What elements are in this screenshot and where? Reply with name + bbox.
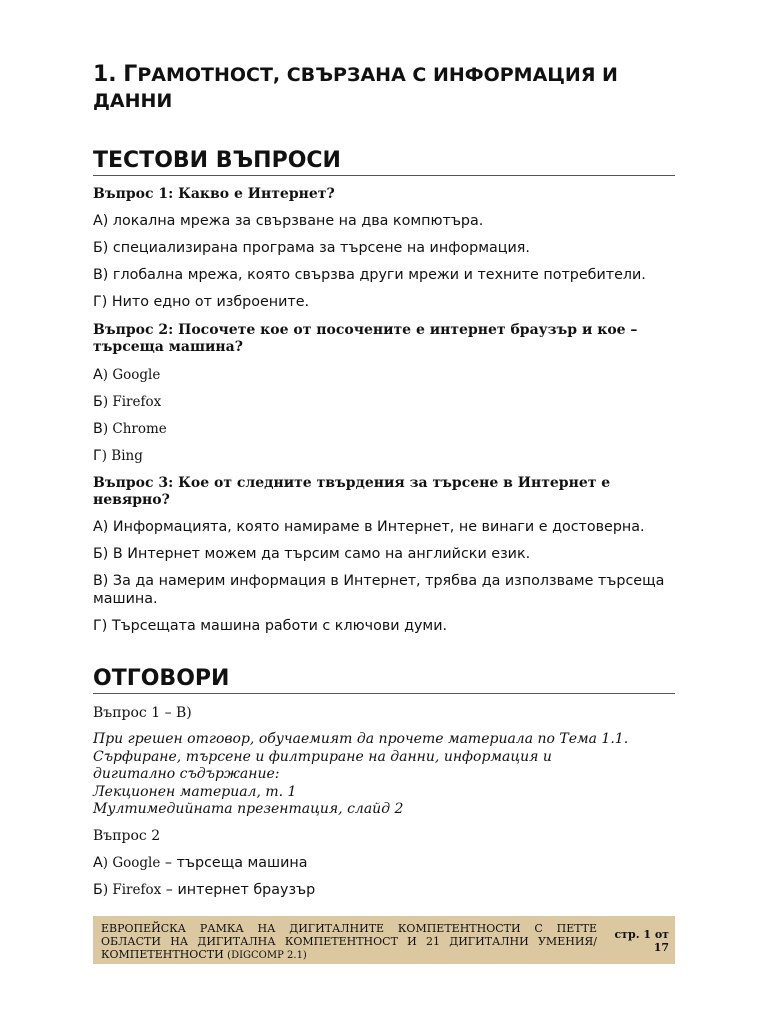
- answer-1: Въпрос 1 – В): [93, 705, 192, 721]
- remediation-line-3: дигитално съдържание:: [93, 766, 280, 782]
- answer-2-item-a: А) Google – търсеща машина: [93, 855, 308, 871]
- q1-answer-b: Б) специализирана програма за търсене на информация.: [93, 240, 530, 256]
- footer-code: (DIGCOMP 2.1): [227, 950, 307, 961]
- question-1: Въпрос 1: Какво е Интернет?: [93, 186, 335, 202]
- question-3: Въпрос 3: Кое от следните твърдения за търсене в Интернет е невярно?: [93, 475, 611, 508]
- q2-answer-a: А) Google: [93, 367, 161, 383]
- test-questions-heading: ТЕСТОВИ ВЪПРОСИ: [93, 147, 675, 176]
- q3-answer-c: В) За да намерим информация в Интернет, трябва да използваме търсеща машина.: [93, 573, 665, 607]
- footer-framework-title: [101, 922, 597, 962]
- footer-title-text: ЕВРОПЕЙСКА РАМКА НА ДИГИТАЛНИТЕ КОМПЕТЕНТНОСТИ С ПЕТТЕ ОБЛАСТИ НА ДИГИТАЛНА КОМПЕТЕНТНОСТ И 21 ДИГИТАЛНИ УМЕНИЯ/КОМПЕТЕНТНОСТИ: [101, 922, 597, 961]
- chapter-title-rest: РАМОТНОСТ, СВЪРЗАНА С ИНФОРМАЦИЯ И ДАННИ: [93, 64, 618, 112]
- q3-answer-a: А) Информацията, която намираме в Интернет, не винаги е достоверна.: [93, 519, 645, 535]
- q2-answer-b: Б) Firefox: [93, 394, 162, 410]
- answer-2-item-b: Б) Firefox – интернет браузър: [93, 882, 316, 898]
- q1-answer-c: В) глобална мрежа, която свързва други мрежи и техните потребители.: [93, 267, 646, 283]
- q1-answer-d: Г) Нито едно от изброените.: [93, 294, 310, 310]
- page-footer: [93, 916, 675, 964]
- chapter-title-initial: Г: [123, 62, 138, 87]
- page-number: стр. 1 от 17: [614, 928, 669, 954]
- remediation-line-1: При грешен отговор, обучаемият да прочете материала по Тема 1.1.: [93, 731, 629, 747]
- remediation-line-5: Мултимедийната презентация, слайд 2: [93, 801, 404, 817]
- answer-2-heading: Въпрос 2: [93, 828, 161, 844]
- q3-answer-d: Г) Търсещата машина работи с ключови думи.: [93, 618, 448, 634]
- q2-answer-c: В) Chrome: [93, 421, 167, 437]
- q1-answer-a: А) локална мрежа за свързване на два компютъра.: [93, 213, 484, 229]
- answers-heading: ОТГОВОРИ: [93, 665, 675, 694]
- question-2: Въпрос 2: Посочете кое от посочените е интернет браузър и кое – търсеща машина?: [93, 322, 638, 355]
- remediation-line-4: Лекционен материал, т. 1: [93, 783, 297, 800]
- q3-answer-b: Б) В Интернет можем да търсим само на английски език.: [93, 546, 531, 562]
- chapter-title: [93, 62, 675, 114]
- q2-answer-d: Г) Bing: [93, 448, 143, 464]
- chapter-number: 1.: [93, 62, 117, 87]
- remediation-line-2: Сърфиране, търсене и филтриране на данни, информация и: [93, 748, 552, 765]
- remediation-note: [93, 731, 675, 819]
